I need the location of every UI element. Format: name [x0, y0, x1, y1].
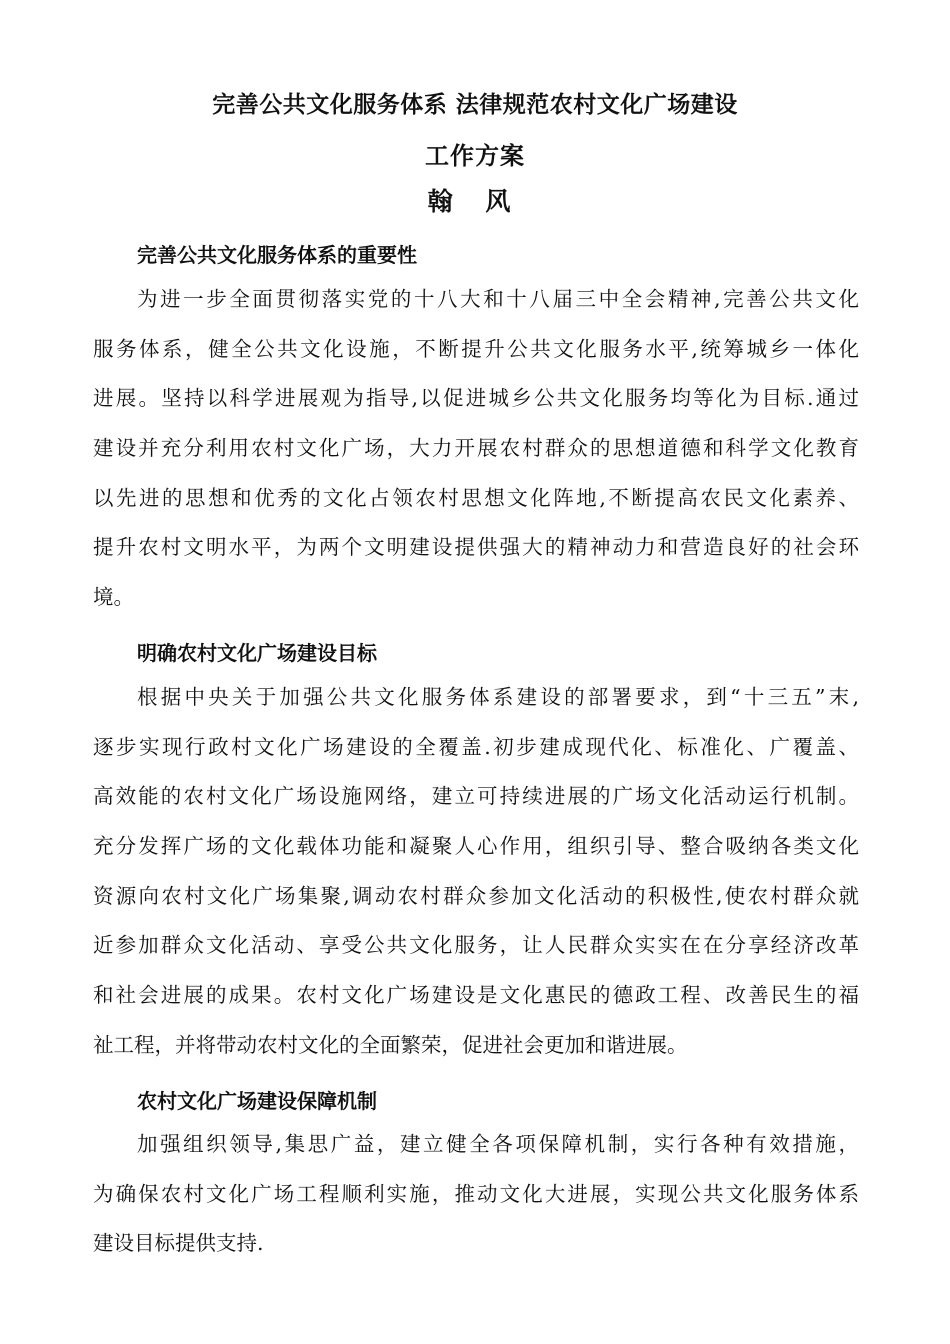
paragraph-line: 根据中央关于加强公共文化服务体系建设的部署要求，到“十三五”末, — [137, 685, 859, 709]
paragraph-line: 境。 — [93, 585, 134, 610]
paragraph-line: 建设目标提供支持. — [93, 1231, 264, 1256]
paragraph-line: 资源向农村文化广场集聚,调动农村群众参加文化活动的积极性,使农村群众就 — [93, 883, 859, 908]
paragraph-line: 和社会进展的成果。农村文化广场建设是文化惠民的德政工程、改善民生的福 — [93, 983, 859, 1008]
document-title: 完善公共文化服务体系 法律规范农村文化广场建设 — [212, 92, 738, 118]
paragraph-line: 服务体系，健全公共文化设施，不断提升公共文化服务水平,统筹城乡一体化 — [93, 336, 859, 361]
paragraph-line: 为进一步全面贯彻落实党的十八大和十八届三中全会精神,完善公共文化 — [137, 287, 859, 311]
paragraph-line: 以先进的思想和优秀的文化占领农村思想文化阵地,不断提高农民文化素养、 — [93, 485, 859, 510]
paragraph-line: 近参加群众文化活动、享受公共文化服务，让人民群众实实在在分享经济改革 — [93, 933, 859, 958]
paragraph-line: 加强组织领导,集思广益，建立健全各项保障机制，实行各种有效措施， — [137, 1132, 859, 1156]
section-paragraph-goals — [93, 673, 859, 1071]
paragraph-line: 建设并充分利用农村文化广场，大力开展农村群众的思想道德和科学文化教育 — [93, 436, 859, 461]
paragraph-line: 高效能的农村文化广场设施网络，建立可持续进展的广场文化活动运行机制。 — [93, 784, 859, 809]
paragraph-line: 祉工程，并将带动农村文化的全面繁荣，促进社会更加和谐进展。 — [93, 1032, 688, 1057]
section-paragraph-importance — [93, 275, 859, 623]
paragraph-line: 为确保农村文化广场工程顺利实施，推动文化大进展，实现公共文化服务体系 — [93, 1181, 859, 1206]
document-subtitle: 工作方案 — [425, 142, 525, 170]
document-author: 翰 风 — [427, 187, 523, 216]
paragraph-line: 逐步实现行政村文化广场建设的全覆盖.初步建成现代化、标准化、广覆盖、 — [93, 734, 859, 759]
section-heading-safeguards: 农村文化广场建设保障机制 — [137, 1089, 377, 1113]
section-paragraph-safeguards — [93, 1120, 859, 1269]
paragraph-line: 充分发挥广场的文化载体功能和凝聚人心作用，组织引导、整合吸纳各类文化 — [93, 834, 859, 859]
section-heading-goals: 明确农村文化广场建设目标 — [137, 641, 377, 665]
paragraph-line: 提升农村文明水平，为两个文明建设提供强大的精神动力和营造良好的社会环 — [93, 535, 859, 560]
paragraph-line: 进展。坚持以科学进展观为指导,以促进城乡公共文化服务均等化为目标.通过 — [93, 386, 859, 411]
section-heading-importance: 完善公共文化服务体系的重要性 — [137, 243, 417, 267]
